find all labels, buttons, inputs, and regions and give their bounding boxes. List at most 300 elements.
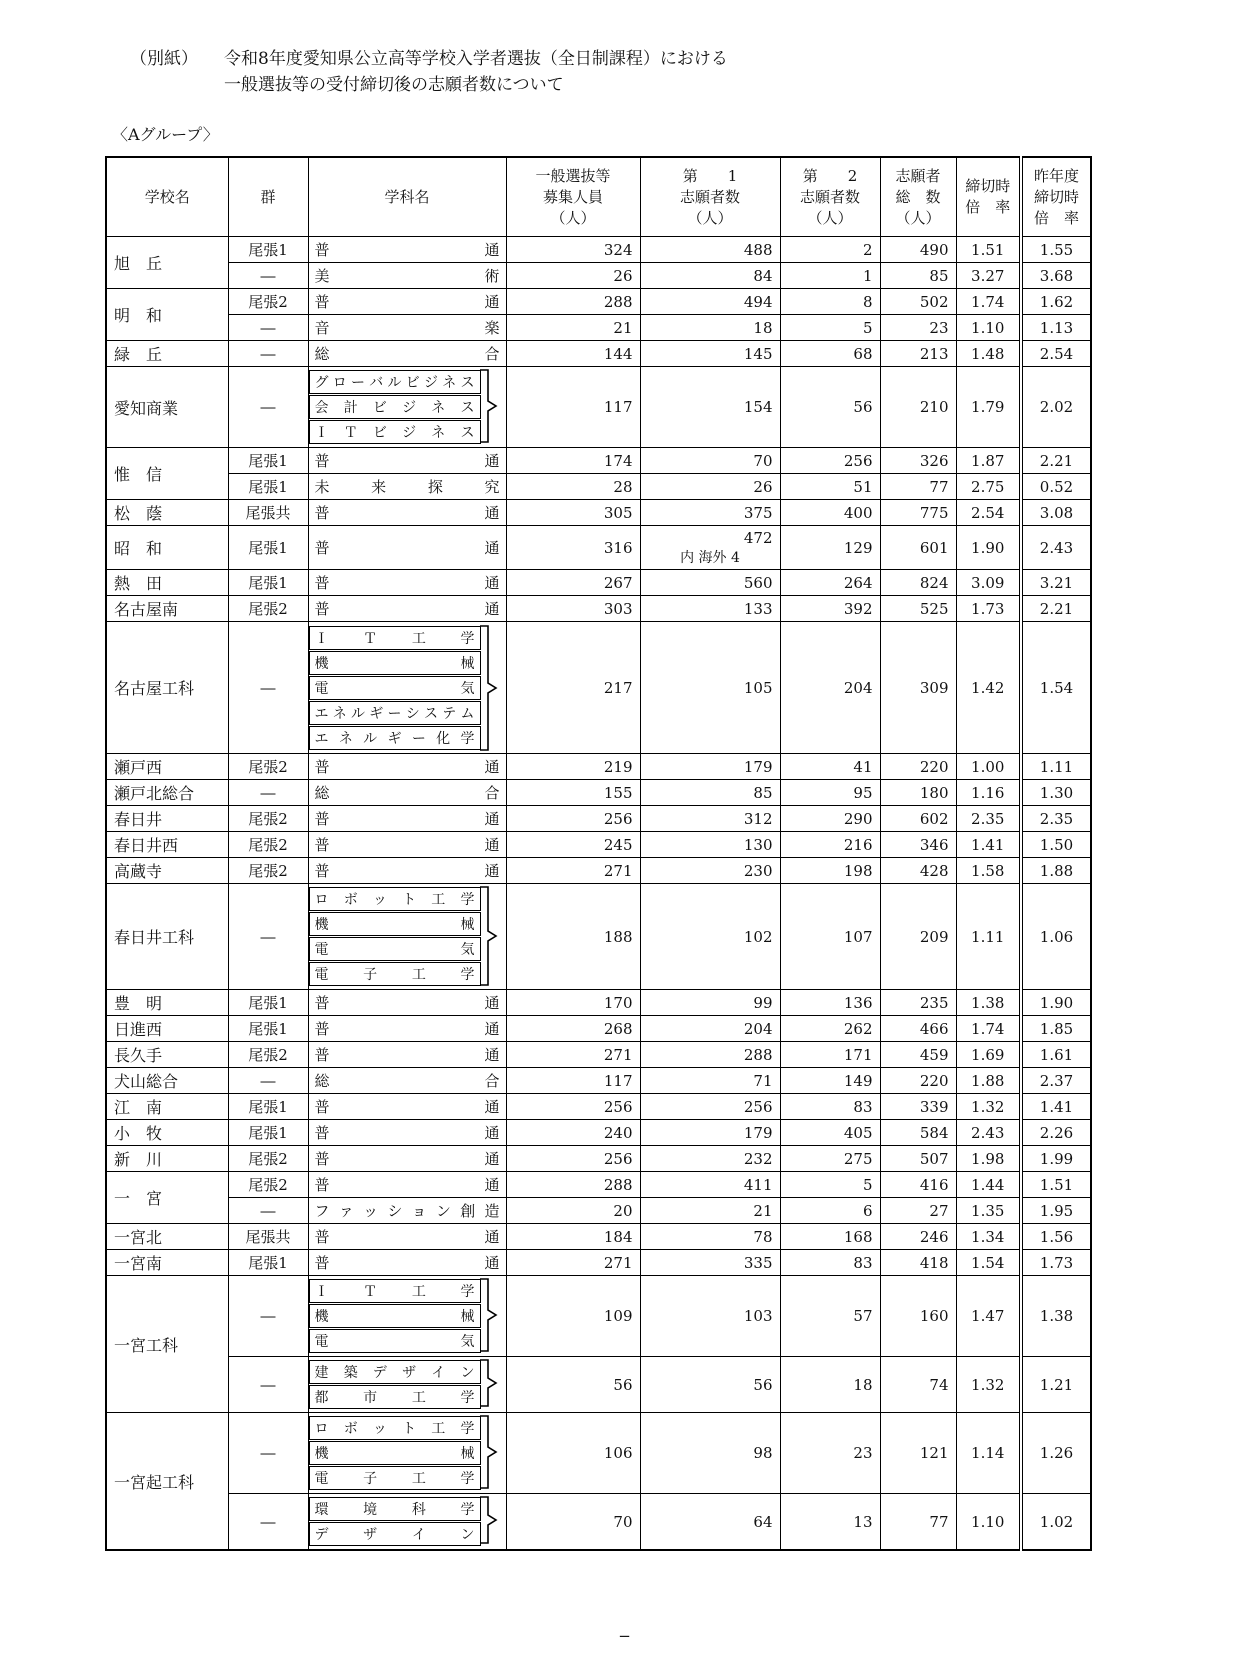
department-cell	[308, 1094, 506, 1120]
prev-ratio-cell: 2.21	[1021, 596, 1091, 622]
table-row	[106, 1146, 1091, 1172]
school-name: 昭 和	[106, 526, 228, 570]
ratio-cell: 3.27	[956, 263, 1021, 289]
ratio-cell: 3.09	[956, 570, 1021, 596]
school-name: 愛知商業	[106, 367, 228, 448]
ratio-cell: 1.88	[956, 1068, 1021, 1094]
ratio-cell: 1.14	[956, 1413, 1021, 1494]
capacity-cell: 256	[506, 1146, 640, 1172]
capacity-cell: 21	[506, 315, 640, 341]
department-cell	[308, 1224, 506, 1250]
department-cell	[308, 1357, 506, 1413]
table-row	[106, 1413, 1091, 1494]
department-name: 電 子 工 学	[314, 967, 475, 983]
prev-ratio-cell: 2.43	[1021, 526, 1091, 570]
department-name: 普 通	[314, 810, 500, 828]
prev-ratio-cell: 1.21	[1021, 1357, 1091, 1413]
second-choice-cell: 129	[780, 526, 880, 570]
school-name: 一宮南	[106, 1250, 228, 1276]
first-choice-cell: 256	[640, 1094, 780, 1120]
department-name: エ ネ ル ギ ー シ ス テ ム	[314, 705, 475, 722]
group-cell: 尾張1	[228, 1094, 308, 1120]
table-row	[106, 832, 1091, 858]
second-choice-cell: 290	[780, 806, 880, 832]
capacity-cell: 303	[506, 596, 640, 622]
department-box	[309, 1441, 481, 1465]
total-cell: 213	[880, 341, 956, 367]
group-cell: ―	[228, 1357, 308, 1413]
group-brace-icon	[479, 1278, 499, 1352]
first-choice-cell: 103	[640, 1276, 780, 1357]
department-name: 電 子 工 学	[314, 1471, 475, 1487]
department-box	[309, 395, 481, 419]
school-name: 瀬戸西	[106, 754, 228, 780]
table-row	[106, 1198, 1091, 1224]
group-cell: ―	[228, 884, 308, 990]
total-cell: 246	[880, 1224, 956, 1250]
department-cell	[308, 832, 506, 858]
ratio-cell: 1.69	[956, 1042, 1021, 1068]
ratio-cell: 1.32	[956, 1357, 1021, 1413]
department-name: 電 気	[314, 680, 475, 697]
total-cell: 346	[880, 832, 956, 858]
ratio-cell: 1.38	[956, 990, 1021, 1016]
department-name: 未 来 探 究	[314, 478, 500, 496]
department-box	[309, 701, 481, 725]
col-header-gun: 群	[228, 157, 308, 237]
department-name: 普 通	[314, 539, 500, 557]
department-name: 電 気	[314, 1334, 475, 1350]
department-name: デ ザ イ ン	[314, 1527, 475, 1543]
capacity-cell: 268	[506, 1016, 640, 1042]
department-cell	[308, 367, 506, 448]
group-cell: 尾張1	[228, 526, 308, 570]
col-header-dept: 学科名	[308, 157, 506, 237]
first-choice-cell: 145	[640, 341, 780, 367]
total-cell: 220	[880, 1068, 956, 1094]
department-cell	[308, 263, 506, 289]
first-choice-cell: 105	[640, 622, 780, 754]
capacity-cell: 188	[506, 884, 640, 990]
total-cell: 74	[880, 1357, 956, 1413]
department-box-group	[309, 1494, 506, 1549]
capacity-cell: 305	[506, 500, 640, 526]
department-box	[309, 676, 481, 700]
first-choice-cell: 494	[640, 289, 780, 315]
total-cell: 326	[880, 448, 956, 474]
first-choice-cell: 56	[640, 1357, 780, 1413]
group-cell: 尾張2	[228, 289, 308, 315]
table-row	[106, 448, 1091, 474]
table-row	[106, 315, 1091, 341]
capacity-cell: 117	[506, 367, 640, 448]
prev-ratio-cell: 2.02	[1021, 367, 1091, 448]
department-name: 普 通	[314, 504, 500, 522]
department-cell	[308, 1413, 506, 1494]
group-cell: ―	[228, 780, 308, 806]
table-row	[106, 367, 1091, 448]
group-cell: 尾張1	[228, 448, 308, 474]
second-choice-cell: 256	[780, 448, 880, 474]
school-name: 熱 田	[106, 570, 228, 596]
school-name: 犬山総合	[106, 1068, 228, 1094]
first-choice-cell: 375	[640, 500, 780, 526]
second-choice-cell: 8	[780, 289, 880, 315]
capacity-cell: 109	[506, 1276, 640, 1357]
school-name: 惟 信	[106, 448, 228, 500]
department-name: 普 通	[314, 862, 500, 880]
first-choice-cell: 288	[640, 1042, 780, 1068]
department-cell	[308, 570, 506, 596]
first-choice-cell: 204	[640, 1016, 780, 1042]
department-name: 普 通	[314, 1254, 500, 1272]
table-row	[106, 884, 1091, 990]
capacity-cell: 219	[506, 754, 640, 780]
capacity-cell: 267	[506, 570, 640, 596]
total-cell: 584	[880, 1120, 956, 1146]
group-cell: 尾張共	[228, 500, 308, 526]
group-cell: ―	[228, 1068, 308, 1094]
prev-ratio-cell: 1.55	[1021, 237, 1091, 263]
school-name: 明 和	[106, 289, 228, 341]
group-cell: ―	[228, 341, 308, 367]
capacity-cell: 288	[506, 1172, 640, 1198]
department-name: 建 築 デ ザ イ ン	[314, 1365, 475, 1381]
department-cell	[308, 884, 506, 990]
department-name: 音 楽	[314, 319, 500, 337]
total-cell: 428	[880, 858, 956, 884]
prev-ratio-cell: 1.56	[1021, 1224, 1091, 1250]
capacity-cell: 184	[506, 1224, 640, 1250]
department-box	[309, 962, 481, 986]
group-brace-icon	[479, 625, 499, 751]
table-row	[106, 780, 1091, 806]
department-name: 普 通	[314, 1020, 500, 1038]
second-choice-cell: 2	[780, 237, 880, 263]
total-cell: 466	[880, 1016, 956, 1042]
ratio-cell: 1.79	[956, 367, 1021, 448]
ratio-cell: 1.51	[956, 237, 1021, 263]
document-title	[224, 46, 728, 98]
department-name: 普 通	[314, 1228, 500, 1246]
ratio-cell: 2.43	[956, 1120, 1021, 1146]
total-cell: 416	[880, 1172, 956, 1198]
school-name: 緑 丘	[106, 341, 228, 367]
ratio-cell: 1.98	[956, 1146, 1021, 1172]
department-name: 普 通	[314, 994, 500, 1012]
group-brace-icon	[479, 1359, 499, 1407]
table-row	[106, 596, 1091, 622]
department-cell	[308, 289, 506, 315]
table-row	[106, 474, 1091, 500]
capacity-cell: 144	[506, 341, 640, 367]
prev-ratio-cell: 1.95	[1021, 1198, 1091, 1224]
department-cell	[308, 990, 506, 1016]
group-cell: ―	[228, 367, 308, 448]
school-name: 一宮北	[106, 1224, 228, 1250]
department-box	[309, 370, 481, 394]
department-name: ロ ボ ッ ト 工 学	[314, 1421, 475, 1437]
ratio-cell: 2.75	[956, 474, 1021, 500]
total-cell: 77	[880, 1494, 956, 1551]
first-choice-cell: 98	[640, 1413, 780, 1494]
school-name: 瀬戸北総合	[106, 780, 228, 806]
school-name: 春日井西	[106, 832, 228, 858]
prev-ratio-cell: 3.08	[1021, 500, 1091, 526]
department-cell	[308, 858, 506, 884]
first-choice-cell: 230	[640, 858, 780, 884]
total-cell: 459	[880, 1042, 956, 1068]
capacity-cell: 117	[506, 1068, 640, 1094]
table-row	[106, 858, 1091, 884]
school-name: 長久手	[106, 1042, 228, 1068]
department-box	[309, 1360, 481, 1384]
capacity-cell: 20	[506, 1198, 640, 1224]
total-cell: 502	[880, 289, 956, 315]
department-box	[309, 1416, 481, 1440]
second-choice-cell: 149	[780, 1068, 880, 1094]
col-header-total: 志願者 総 数 （人）	[880, 157, 956, 237]
department-name: 総 合	[314, 784, 500, 802]
group-cell: ―	[228, 263, 308, 289]
group-cell: ―	[228, 315, 308, 341]
first-choice-cell	[640, 526, 780, 570]
table-row	[106, 289, 1091, 315]
group-cell: 尾張共	[228, 1224, 308, 1250]
second-choice-cell: 68	[780, 341, 880, 367]
col-header-ratio: 締切時 倍 率	[956, 157, 1021, 237]
department-name: 総 合	[314, 1072, 500, 1090]
ratio-cell: 1.90	[956, 526, 1021, 570]
prev-ratio-cell: 2.26	[1021, 1120, 1091, 1146]
department-box	[309, 726, 481, 750]
department-box	[309, 1304, 481, 1328]
department-cell	[308, 1494, 506, 1551]
capacity-cell: 256	[506, 1094, 640, 1120]
total-cell: 77	[880, 474, 956, 500]
table-row	[106, 1250, 1091, 1276]
school-name: 名古屋工科	[106, 622, 228, 754]
first-choice-cell: 154	[640, 367, 780, 448]
prev-ratio-cell: 2.21	[1021, 448, 1091, 474]
group-cell: 尾張2	[228, 754, 308, 780]
ratio-cell: 1.00	[956, 754, 1021, 780]
total-cell: 121	[880, 1413, 956, 1494]
prev-ratio-cell: 1.41	[1021, 1094, 1091, 1120]
table-row	[106, 500, 1091, 526]
prev-ratio-cell: 1.11	[1021, 754, 1091, 780]
school-name: 一宮起工科	[106, 1413, 228, 1551]
first-choice-cell: 411	[640, 1172, 780, 1198]
prev-ratio-cell: 1.26	[1021, 1413, 1091, 1494]
ratio-cell: 1.10	[956, 1494, 1021, 1551]
total-cell: 601	[880, 526, 956, 570]
department-name: 機 械	[314, 917, 475, 933]
department-cell	[308, 1198, 506, 1224]
table-row	[106, 1224, 1091, 1250]
department-name: 機 械	[314, 1446, 475, 1462]
department-name: 普 通	[314, 1046, 500, 1064]
applicants-table	[105, 156, 1092, 1551]
second-choice-cell: 171	[780, 1042, 880, 1068]
department-cell	[308, 1172, 506, 1198]
prev-ratio-cell: 1.30	[1021, 780, 1091, 806]
ratio-cell: 1.48	[956, 341, 1021, 367]
first-choice-cell: 232	[640, 1146, 780, 1172]
table-row	[106, 1276, 1091, 1357]
table-row	[106, 526, 1091, 570]
second-choice-cell: 107	[780, 884, 880, 990]
group-cell: 尾張2	[228, 596, 308, 622]
total-cell: 602	[880, 806, 956, 832]
prev-ratio-cell: 1.54	[1021, 622, 1091, 754]
total-cell: 209	[880, 884, 956, 990]
second-choice-cell: 392	[780, 596, 880, 622]
col-header-first: 第 1 志願者数 （人）	[640, 157, 780, 237]
department-box	[309, 1279, 481, 1303]
ratio-cell: 1.87	[956, 448, 1021, 474]
department-box	[309, 1497, 481, 1521]
total-cell: 418	[880, 1250, 956, 1276]
department-cell	[308, 1016, 506, 1042]
department-cell	[308, 315, 506, 341]
total-cell: 220	[880, 754, 956, 780]
department-cell	[308, 341, 506, 367]
school-name: 新 川	[106, 1146, 228, 1172]
department-name: 普 通	[314, 1124, 500, 1142]
department-box	[309, 1329, 481, 1353]
title-line-2: 一般選抜等の受付締切後の志願者数について	[224, 75, 564, 95]
second-choice-cell: 400	[780, 500, 880, 526]
first-choice-cell: 488	[640, 237, 780, 263]
table-row	[106, 1068, 1091, 1094]
second-choice-cell: 57	[780, 1276, 880, 1357]
prev-ratio-cell: 1.73	[1021, 1250, 1091, 1276]
ratio-cell: 2.54	[956, 500, 1021, 526]
table-row	[106, 237, 1091, 263]
second-choice-cell: 56	[780, 367, 880, 448]
total-cell: 85	[880, 263, 956, 289]
first-choice-cell: 560	[640, 570, 780, 596]
school-name: 旭 丘	[106, 237, 228, 289]
department-name: フ ァ ッ シ ョ ン 創 造	[314, 1202, 500, 1220]
school-name: 豊 明	[106, 990, 228, 1016]
first-choice-cell: 26	[640, 474, 780, 500]
school-name: 松 蔭	[106, 500, 228, 526]
ratio-cell: 1.34	[956, 1224, 1021, 1250]
table-row	[106, 622, 1091, 754]
second-choice-cell: 13	[780, 1494, 880, 1551]
department-box-group	[309, 1357, 506, 1412]
group-cell: 尾張1	[228, 570, 308, 596]
department-cell	[308, 448, 506, 474]
capacity-cell: 174	[506, 448, 640, 474]
table-row	[106, 1042, 1091, 1068]
total-cell: 160	[880, 1276, 956, 1357]
school-name: 江 南	[106, 1094, 228, 1120]
table-row	[106, 1120, 1091, 1146]
document-title-block	[130, 46, 728, 98]
ratio-cell: 1.74	[956, 289, 1021, 315]
group-brace-icon	[479, 886, 499, 986]
group-cell: 尾張2	[228, 1172, 308, 1198]
group-cell: ―	[228, 1276, 308, 1357]
department-name: 普 通	[314, 836, 500, 854]
group-cell: ―	[228, 622, 308, 754]
department-cell	[308, 474, 506, 500]
prev-ratio-cell: 1.50	[1021, 832, 1091, 858]
capacity-cell: 288	[506, 289, 640, 315]
department-box-group	[309, 367, 506, 447]
table-row	[106, 1172, 1091, 1198]
group-brace-icon	[479, 1415, 499, 1489]
capacity-cell: 56	[506, 1357, 640, 1413]
prev-ratio-cell: 1.61	[1021, 1042, 1091, 1068]
total-cell: 180	[880, 780, 956, 806]
department-box-group	[309, 884, 506, 989]
department-name: 普 通	[314, 574, 500, 592]
ratio-cell: 1.44	[956, 1172, 1021, 1198]
department-box-group	[309, 1413, 506, 1493]
second-choice-cell: 23	[780, 1413, 880, 1494]
prev-ratio-cell: 1.06	[1021, 884, 1091, 990]
total-cell: 27	[880, 1198, 956, 1224]
prev-ratio-cell: 2.54	[1021, 341, 1091, 367]
table-row	[106, 990, 1091, 1016]
first-choice-cell: 18	[640, 315, 780, 341]
department-cell	[308, 500, 506, 526]
total-cell: 824	[880, 570, 956, 596]
total-cell: 23	[880, 315, 956, 341]
second-choice-cell: 41	[780, 754, 880, 780]
second-choice-cell: 262	[780, 1016, 880, 1042]
capacity-cell: 26	[506, 263, 640, 289]
department-box	[309, 420, 481, 444]
department-cell	[308, 780, 506, 806]
department-box-group	[309, 623, 506, 753]
group-cell: 尾張1	[228, 990, 308, 1016]
second-choice-cell: 275	[780, 1146, 880, 1172]
second-choice-cell: 204	[780, 622, 880, 754]
first-choice-note: 内 海外 4	[680, 549, 740, 566]
department-name: 総 合	[314, 345, 500, 363]
department-box	[309, 651, 481, 675]
first-choice-cell: 179	[640, 1120, 780, 1146]
page-number-fragment: −	[618, 1632, 631, 1641]
total-cell: 235	[880, 990, 956, 1016]
total-cell: 490	[880, 237, 956, 263]
department-name: 普 通	[314, 600, 500, 618]
department-cell	[308, 1146, 506, 1172]
department-box	[309, 912, 481, 936]
capacity-cell: 316	[506, 526, 640, 570]
group-cell: 尾張1	[228, 474, 308, 500]
ratio-cell: 2.35	[956, 806, 1021, 832]
capacity-cell: 217	[506, 622, 640, 754]
capacity-cell: 256	[506, 806, 640, 832]
second-choice-cell: 51	[780, 474, 880, 500]
department-name: 美 術	[314, 267, 500, 285]
prev-ratio-cell: 1.62	[1021, 289, 1091, 315]
department-box-group	[309, 1276, 506, 1356]
capacity-cell: 240	[506, 1120, 640, 1146]
group-cell: 尾張1	[228, 237, 308, 263]
second-choice-cell: 83	[780, 1094, 880, 1120]
department-name: 会 計 ビ ジ ネ ス	[314, 400, 475, 416]
first-choice-cell: 78	[640, 1224, 780, 1250]
ratio-cell: 1.73	[956, 596, 1021, 622]
first-choice-cell: 71	[640, 1068, 780, 1094]
